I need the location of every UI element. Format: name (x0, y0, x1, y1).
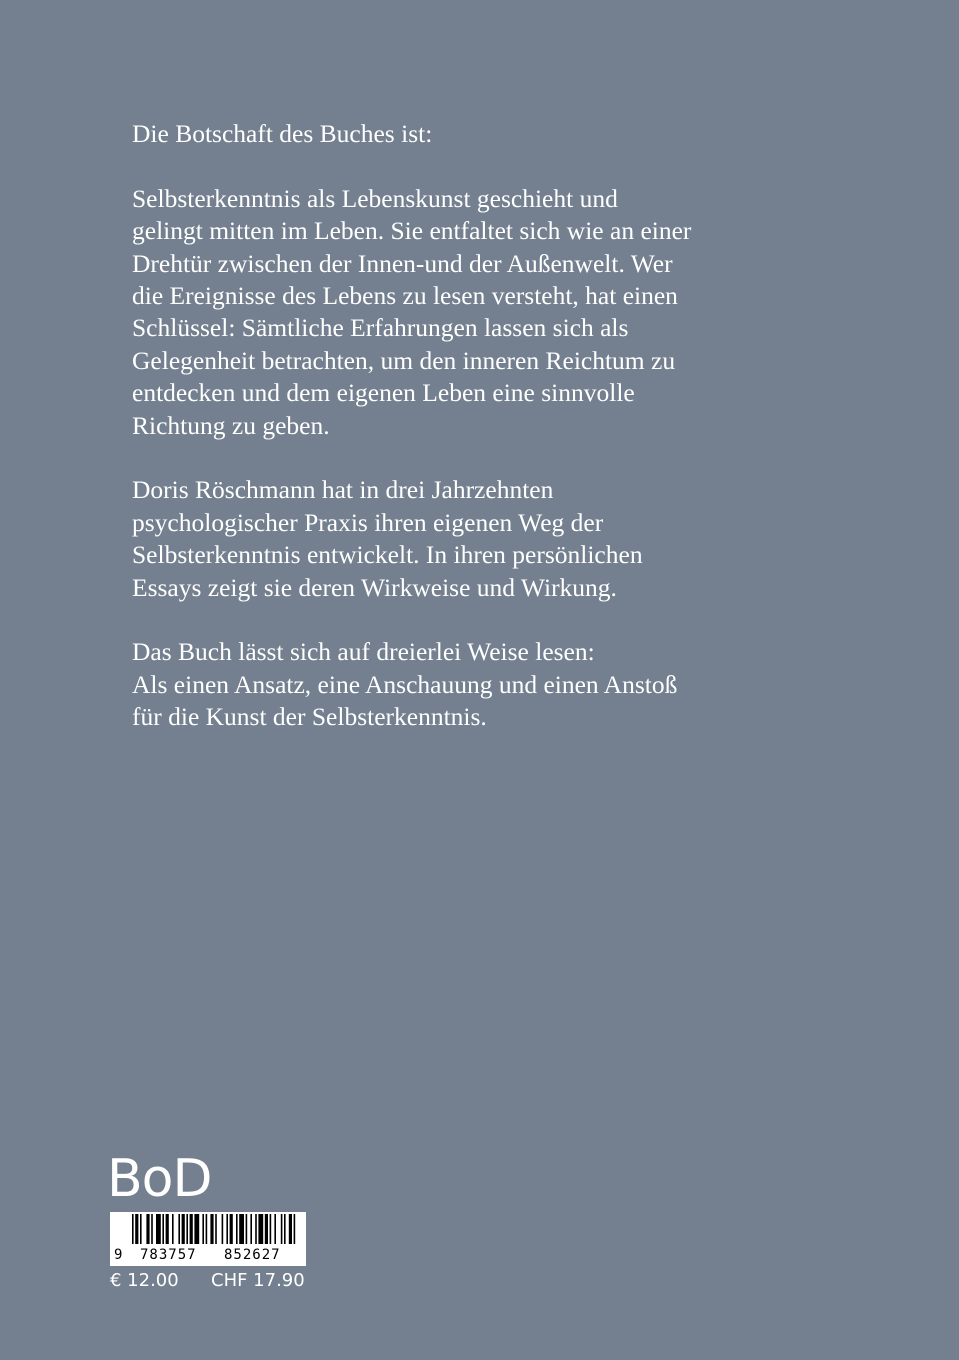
text-line: gelingt mitten im Leben. Sie entfaltet sich wie an einer (132, 216, 692, 246)
barcode-bar (226, 1214, 228, 1244)
price-eur: € 12.00 (110, 1270, 179, 1291)
barcode-bar (265, 1214, 268, 1244)
barcode-bar (236, 1214, 238, 1244)
blurb-paragraph-1 (132, 118, 832, 150)
barcode-left-group: 783757 (140, 1247, 197, 1263)
text-line: Essays zeigt sie deren Wirkweise und Wirkung. (132, 572, 617, 602)
barcode-bar (255, 1214, 257, 1244)
barcode-bar (270, 1214, 272, 1244)
blurb-paragraph-3 (132, 474, 832, 604)
blurb-paragraph-2 (132, 183, 832, 442)
barcode-bar (194, 1214, 199, 1244)
barcode-bar (294, 1214, 296, 1244)
text-line: Selbsterkenntnis entwickelt. In ihren persönlichen (132, 540, 643, 570)
barcode-digits (110, 1245, 306, 1265)
text-line: Selbsterkenntnis als Lebenskunst geschieht und (132, 183, 618, 213)
text-line: Schlüssel: Sämtliche Erfahrungen lassen sich als (132, 313, 629, 343)
barcode-bar (250, 1214, 252, 1244)
text-line: entdecken und dem eigenen Leben eine sinnvolle (132, 378, 635, 408)
barcode-bar (239, 1214, 244, 1244)
barcode-bar (151, 1214, 153, 1244)
barcode-bar (146, 1214, 149, 1244)
barcode-first-digit: 9 (114, 1247, 123, 1263)
barcode-bar (166, 1214, 169, 1244)
publisher-logo: BoD (107, 1149, 212, 1209)
barcode-bar (132, 1214, 134, 1244)
text-line: für die Kunst der Selbsterkenntnis. (132, 702, 487, 732)
text-line: Doris Röschmann hat in drei Jahrzehnten (132, 475, 554, 505)
barcode-bar (190, 1214, 193, 1244)
text-line: Als einen Ansatz, eine Anschauung und einen Anstoß (132, 669, 678, 699)
barcode-bar (206, 1214, 208, 1244)
text-line: Gelegenheit betrachten, um den inneren Reichtum zu (132, 345, 676, 375)
barcode-bar (140, 1214, 142, 1244)
text-line: Das Buch lässt sich auf dreierlei Weise lesen: (132, 637, 595, 667)
text-line: Richtung zu geben. (132, 410, 330, 440)
barcode-bar (222, 1214, 224, 1244)
barcode-bar (210, 1214, 213, 1244)
blurb-text (132, 118, 832, 766)
barcode-bar (274, 1214, 276, 1244)
barcode-bar (215, 1214, 217, 1244)
barcode-bar (156, 1214, 161, 1244)
barcode-right-group: 852627 (224, 1247, 281, 1263)
price-chf: CHF 17.90 (211, 1270, 305, 1291)
barcode-bar (162, 1214, 164, 1244)
barcode-bar (178, 1214, 180, 1244)
text-line: die Ereignisse des Lebens zu lesen versteht, hat einen (132, 281, 678, 311)
barcode-bar (289, 1214, 292, 1244)
barcode-bar (258, 1214, 263, 1244)
barcode-bar (230, 1214, 233, 1244)
barcode-bar (182, 1214, 185, 1244)
isbn-barcode (110, 1212, 306, 1266)
barcode-bar (135, 1214, 138, 1244)
barcode-bars (110, 1212, 306, 1246)
barcode-bar (284, 1214, 286, 1244)
barcode-bar (186, 1214, 188, 1244)
barcode-bar (202, 1214, 204, 1244)
text-line: Drehtür zwischen der Innen-und der Außenwelt. Wer (132, 248, 673, 278)
text-line: psychologischer Praxis ihren eigenen Weg der (132, 507, 604, 537)
barcode-bar (281, 1214, 283, 1244)
barcode-bar (172, 1214, 174, 1244)
text-line: Die Botschaft des Buches ist: (132, 119, 433, 148)
blurb-paragraph-4 (132, 636, 832, 733)
barcode-bar (246, 1214, 248, 1244)
